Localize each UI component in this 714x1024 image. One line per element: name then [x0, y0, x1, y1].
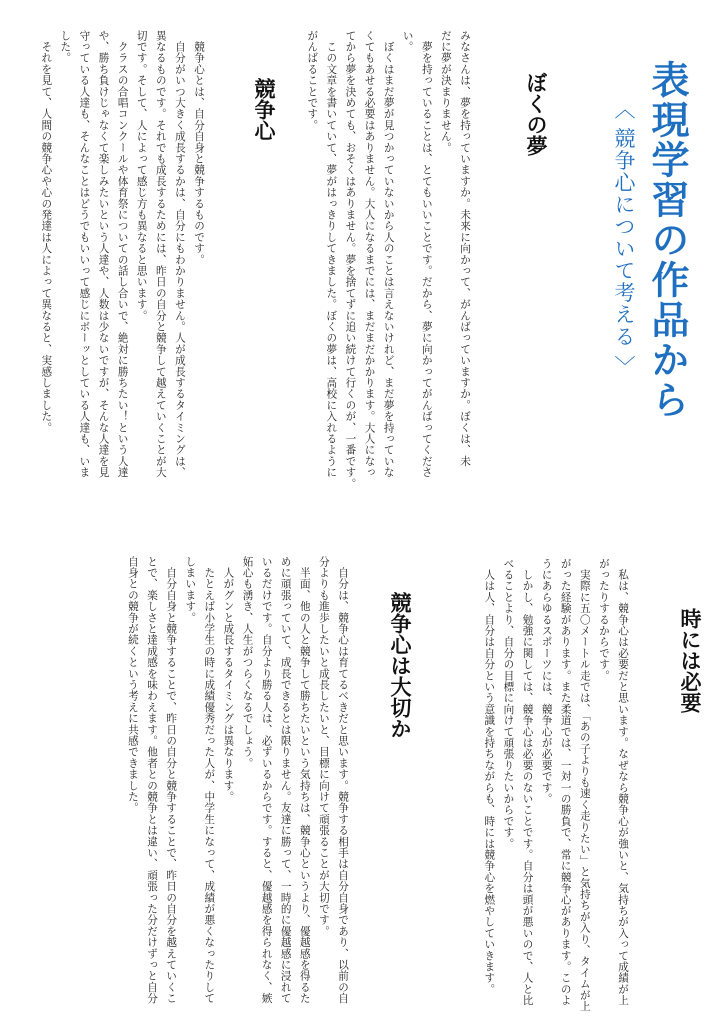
section-heading-boku-no-yume: ぼくの夢 — [524, 72, 548, 156]
section-body-boku-no-yume: みなさんは、夢を持っていますか。未来に向かって、がんばっていますか。ぼくは、未 だに夢が決まりません。 夢を持っていることは、とてもいいことです。だから、夢に向かってがんばってくださ い。 ぼくはまだ夢が見つかっていないから人のことは言えないけれど、まだ夢を持っていな くてもあせる必要はありません。大人になるまでには、まだまだかかります。大人になっ てから夢を決めても、おそくはありません。夢を捨てずに追い続けて行くのが、一番です。 この文章を書いていて、夢がはっきりしてきました。ぼくの夢は、高校に入れるように がんばることです。 — [306, 30, 471, 490]
section-heading-kyososhin-wa-taisetsu-ka: 競争心は大切か — [388, 592, 412, 739]
section-body-kyososhin-wa-taisetsu-ka: 自分は、競争心は育てるべきだと思います。競争する相手は自分自身であり、以前の自 分よりも進歩したいと成長したいと、目標に向けて頑張ることが大切です。 半面、他の人と競争して勝ちたいという気持ちは、競争心というより、優越感を得るた めに頑張っていて、成長できるとは限りません。友達に勝って、一時的に優越感に浸れて いるだけです。自分より勝る人は、必ずいるからです。すると、優越感を得られなく、嫉 妬心も湧き、人生がつらくなるでしょう。 人がグンと成長するタイミングは異なります。 たとえば小学生の時に成績優秀だった人が、中学生になって、成績が悪くなったりして しまいます。 自分自身と競争することで、昨日の自分と競争することで、昨日の自分を越えていくこ とで、楽しさと達成感を味わえます。他者との競争とは違い、頑張った分だけずっと自分 自身との競争が続くという考えに共感できました。 — [126, 556, 349, 1004]
section-body-toki-ni-wa-hitsuyo: 私は、競争心は必要だと思います。なぜなら競争心が強いと、気持ちが入って成績が上 がったりするからです。 実際に五〇メートル走では、「あの子よりも速く走りたい」と気持ちが入り、タイムが上 がった経験があります。また柔道では、一対一の勝負で、常に競争心があります。このよ うにあらゆるスポーツには、競争心が必要です。 しかし、勉強に関しては、競争心は必要のないことです。自分は頭が悪いので、人と比 べることより、自分の目標に向けて頑張りたいからです。 人は人、自分は自分という意識を持ちながらも、時には競争心を燃やしていきます。 — [483, 558, 629, 1012]
main-title: 表現学習の作品から — [645, 60, 689, 420]
section-heading-kyososhin: 競争心 — [252, 78, 276, 141]
main-subtitle: 〈 競争心について考える 〉 — [612, 98, 636, 378]
section-body-kyososhin: 競争心とは、自分自身と競争するものです。 自分がいつ大きく成長するかは、自分にもわかりません。人が成長するタイミングは、 異なるものです。それでも成長するためには、昨日の自分と競争して越えていくことが大 切です。そして、人によって感じ方も異なると思います。 クラスの合唱コンクールや体育祭についての話し合いで、絶対に勝ちたい！という人達 や、勝ち負けじゃなくて楽しみたいという人達や、人数は少ないですが、そんな人達を見 守っている人達も、そんなことはどうでもいいって感じにボーッとしている人達も、いま した。 それを見て、人間の競争心や心の発達は人によって異なると、実感しました。 — [40, 30, 205, 478]
section-heading-toki-ni-wa-hitsuyo: 時には必要 — [678, 608, 702, 713]
